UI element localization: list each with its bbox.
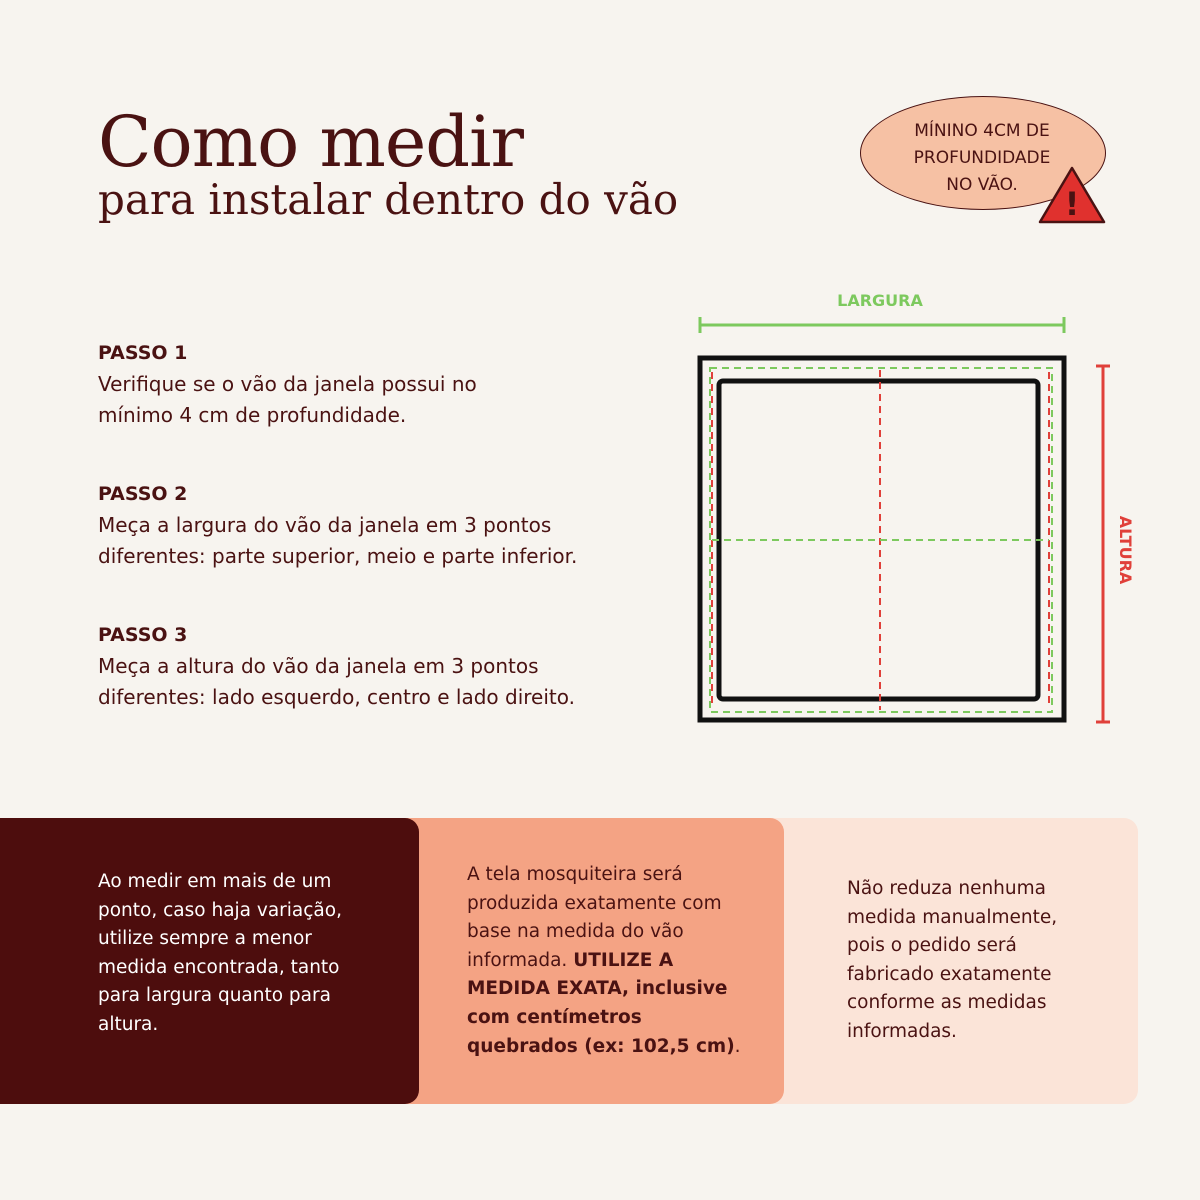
warning-line-3: NO VÃO. xyxy=(946,175,1018,195)
panel-2-line-3: base na medida do vão xyxy=(467,921,684,943)
panel-2-line-7-plain: . xyxy=(734,1035,741,1057)
panel-2-line-1: A tela mosquiteira será xyxy=(467,864,683,885)
panel-1-line-6: altura. xyxy=(98,1013,159,1035)
warning-triangle-icon xyxy=(1036,164,1108,226)
panel-2-line-6: com centímetros xyxy=(467,1006,642,1028)
panel-3-text xyxy=(847,875,1077,1047)
panel-2-line-5: MEDIDA EXATA, inclusive xyxy=(467,978,728,1000)
panel-3-line-5: conforme as medidas xyxy=(847,992,1047,1014)
step-1-text xyxy=(98,369,658,431)
panel-2-line-4-plain: informada. xyxy=(467,949,574,971)
panel-2-line-4 xyxy=(467,947,747,976)
window-measurement-diagram xyxy=(690,286,1150,732)
panel-2-line-4-bold: UTILIZE A xyxy=(573,949,674,971)
panel-3-line-6: informadas. xyxy=(847,1020,957,1042)
panel-3-line-3: pois o pedido será xyxy=(847,935,1017,957)
step-3-line-2: diferentes: lado esquerdo, centro e lado direito. xyxy=(98,685,575,709)
panel-3-line-1: Não reduza nenhuma xyxy=(847,878,1046,899)
step-2-line-1: Meça a largura do vão da janela em 3 pontos xyxy=(98,513,552,537)
page-subtitle: para instalar dentro do vão xyxy=(98,175,679,224)
step-3-text xyxy=(98,651,658,713)
step-1-line-1: Verifique se o vão da janela possui no xyxy=(98,372,477,396)
panel-1-line-5: para largura quanto para xyxy=(98,985,331,1007)
height-label: ALTURA xyxy=(1116,515,1135,585)
warning-line-2: PROFUNDIDADE xyxy=(913,148,1051,168)
panel-1-line-1: Ao medir em mais de um xyxy=(98,871,332,892)
step-2-title: PASSO 2 xyxy=(98,483,188,505)
info-panel-no-reduction xyxy=(770,818,1138,1104)
warning-exclamation-mark: ! xyxy=(1064,185,1080,223)
panel-2-line-7-bold: quebrados (ex: 102,5 cm) xyxy=(467,1035,735,1057)
step-2-line-2: diferentes: parte superior, meio e parte inferior. xyxy=(98,544,578,568)
panel-3-line-4: fabricado exatamente xyxy=(847,963,1052,985)
step-1-line-2: mínimo 4 cm de profundidade. xyxy=(98,403,407,427)
panel-2-text xyxy=(467,861,747,1061)
page-title: Como medir xyxy=(98,101,523,183)
warning-line-1: MÍNINO 4CM DE xyxy=(914,121,1050,141)
panel-1-line-4: medida encontrada, tanto xyxy=(98,956,340,978)
width-label: LARGURA xyxy=(837,291,923,310)
panel-1-line-3: utilize sempre a menor xyxy=(98,928,312,950)
panel-1-text xyxy=(98,868,368,1040)
panel-2-line-2: produzida exatamente com xyxy=(467,892,722,914)
panel-2-line-7 xyxy=(467,1033,747,1062)
step-2 xyxy=(98,480,658,572)
panel-3-line-2: medida manualmente, xyxy=(847,906,1058,928)
step-1-title: PASSO 1 xyxy=(98,342,188,364)
info-panel-exact-measure xyxy=(405,818,784,1104)
step-3-title: PASSO 3 xyxy=(98,624,188,646)
step-1 xyxy=(98,339,658,431)
step-3-line-1: Meça a altura do vão da janela em 3 pontos xyxy=(98,654,539,678)
step-2-text xyxy=(98,510,658,572)
step-3 xyxy=(98,621,658,713)
panel-1-line-2: ponto, caso haja variação, xyxy=(98,899,342,921)
info-panel-smallest-measure xyxy=(0,818,419,1104)
